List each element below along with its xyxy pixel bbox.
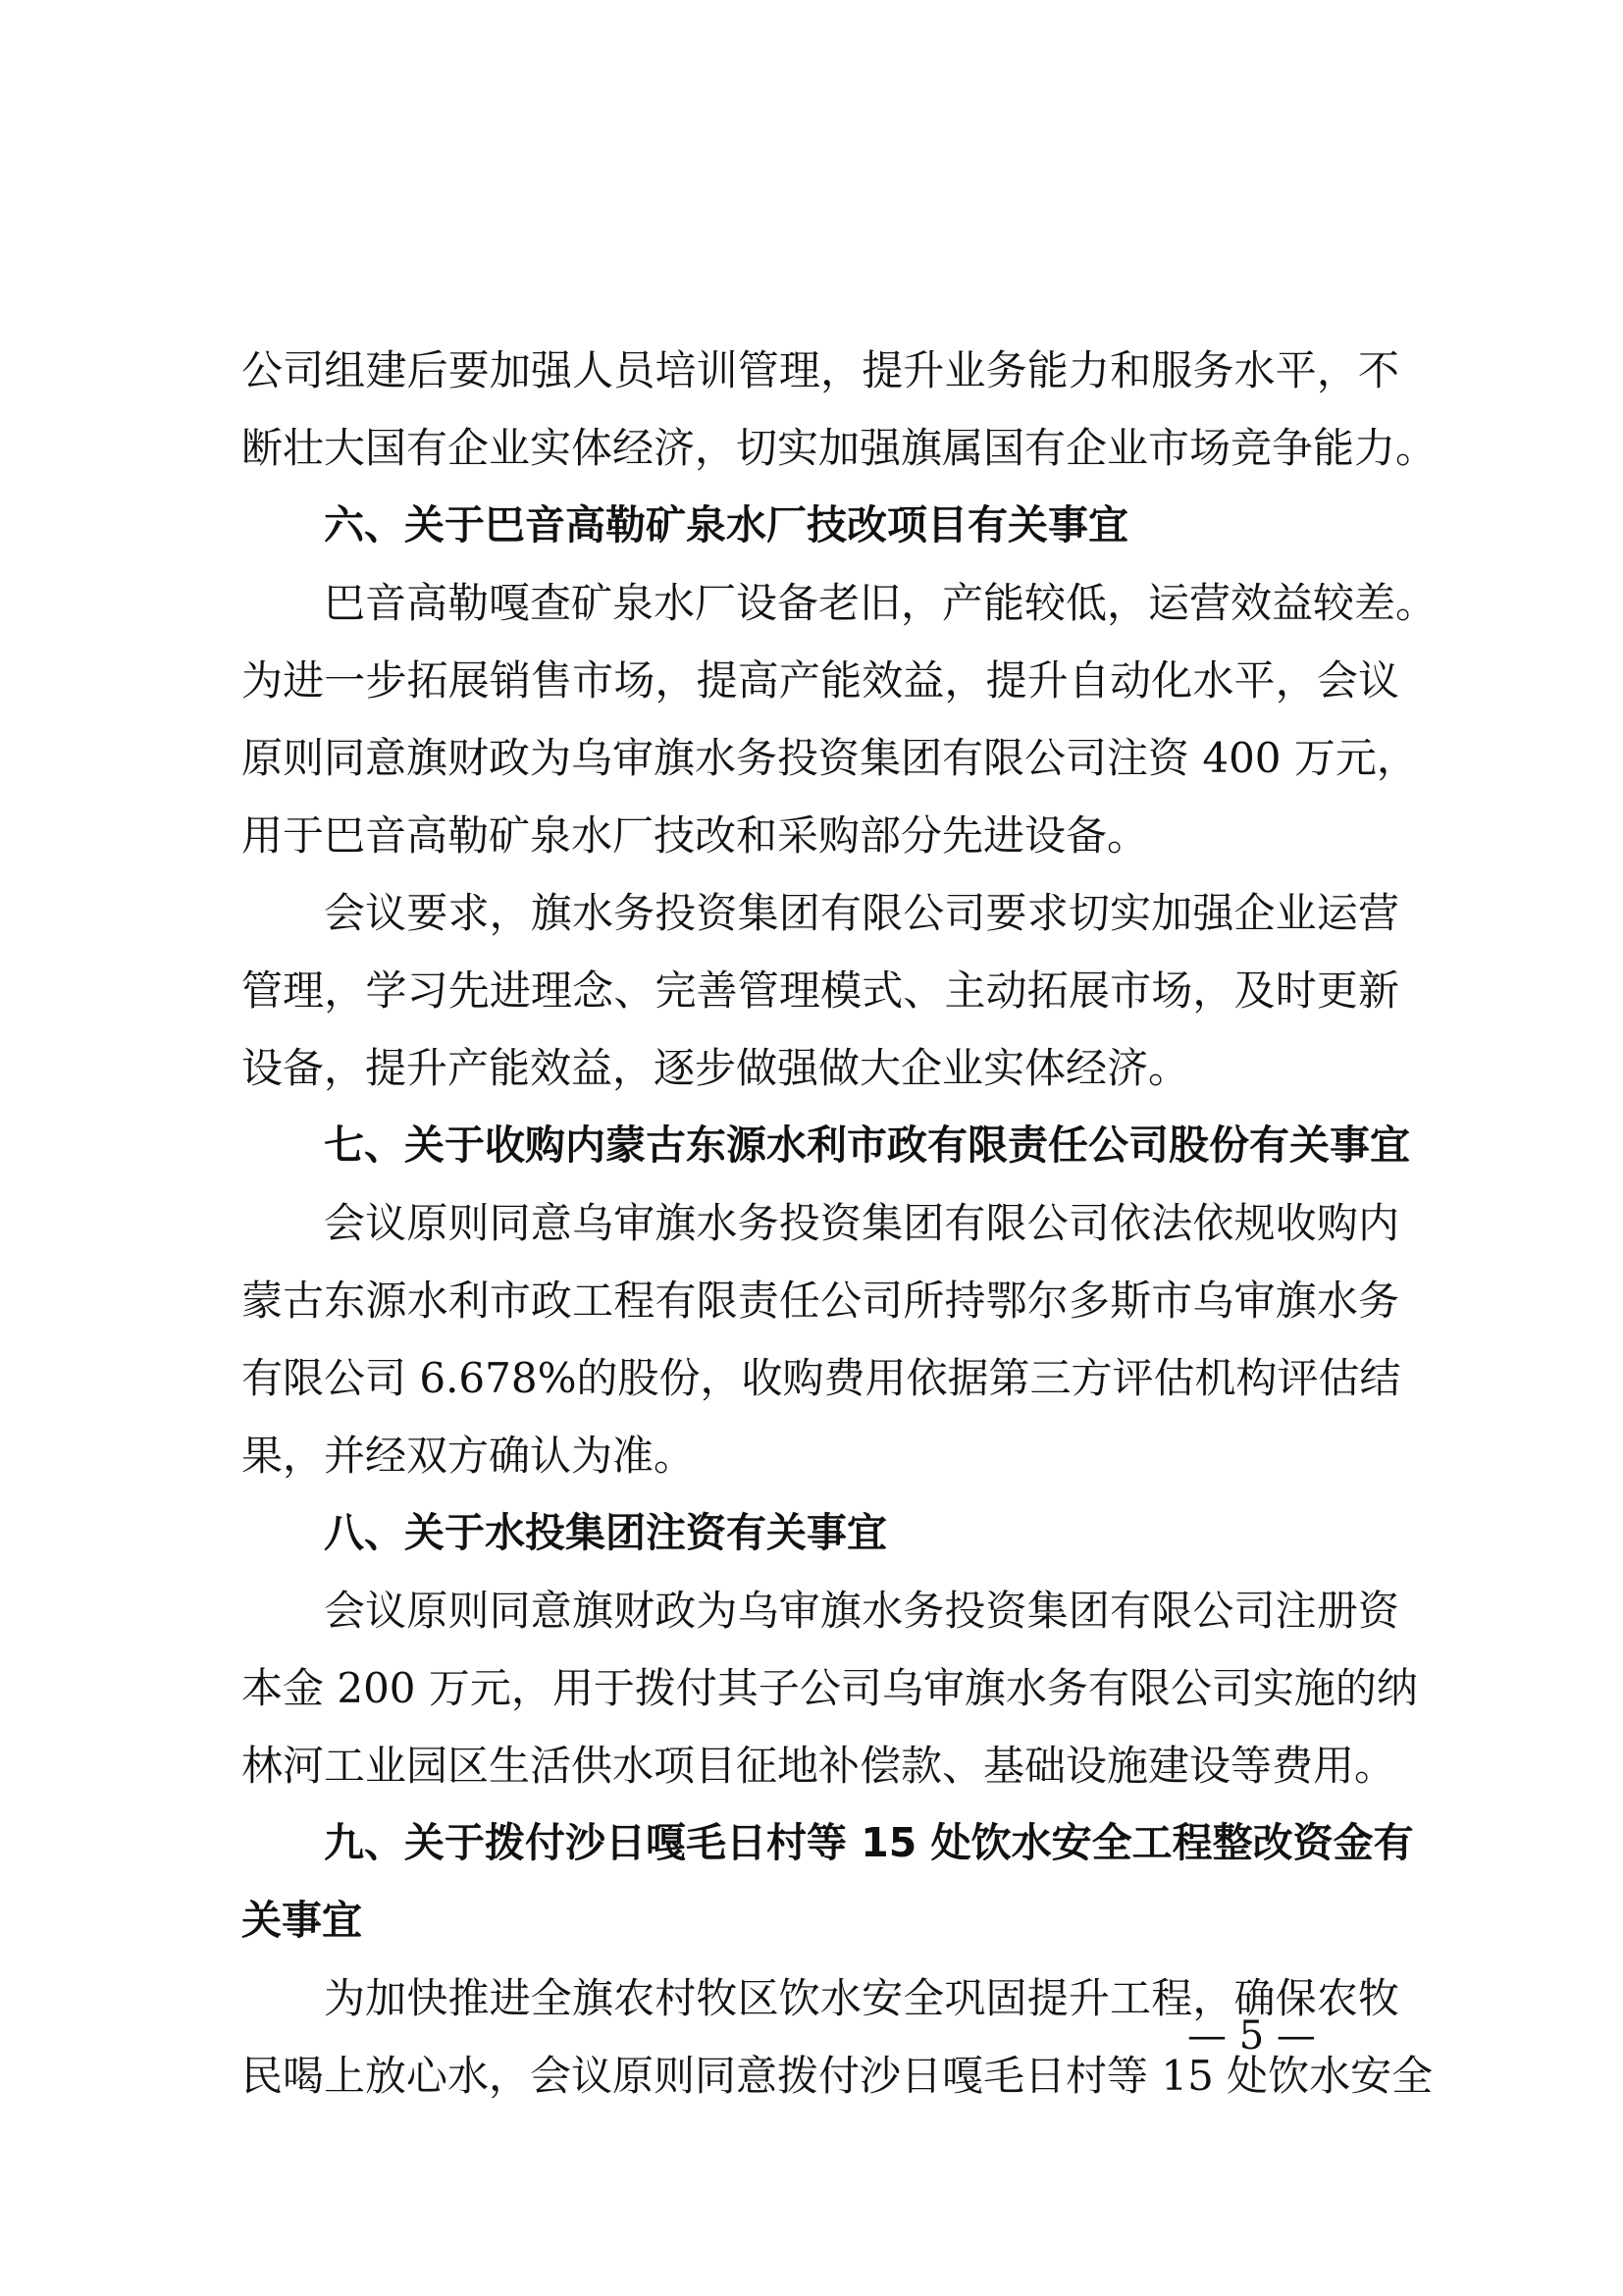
body-line: 林河工业园区生活供水项目征地补偿款、基础设施建设等费用。 bbox=[241, 1742, 1396, 1790]
body-line: 断壮大国有企业实体经济，切实加强旗属国有企业市场竞争能力。 bbox=[241, 424, 1438, 472]
body-line: 巴音高勒嘎查矿泉水厂设备老旧，产能较低，运营效益较差。 bbox=[324, 579, 1438, 627]
page-number: — 5 — bbox=[1187, 2013, 1316, 2059]
body-line: 蒙古东源水利市政工程有限责任公司所持鄂尔多斯市乌审旗水务 bbox=[241, 1277, 1399, 1325]
body-line: 果，并经双方确认为准。 bbox=[241, 1432, 696, 1480]
body-line: 有限公司 6.678%的股份，收购费用依据第三方评估机构评估结 bbox=[241, 1354, 1401, 1402]
body-line: 为加快推进全旗农村牧区饮水安全巩固提升工程，确保农牧 bbox=[324, 1974, 1399, 2022]
section-heading-6: 六、关于巴音高勒矿泉水厂技改项目有关事宜 bbox=[324, 501, 1128, 548]
body-line: 为进一步拓展销售市场，提高产能效益，提升自动化水平，会议 bbox=[241, 656, 1399, 704]
body-line: 用于巴音高勒矿泉水厂技改和采购部分先进设备。 bbox=[241, 811, 1149, 860]
body-line: 会议原则同意乌审旗水务投资集团有限公司依法依规收购内 bbox=[324, 1199, 1399, 1247]
body-line: 管理，学习先进理念、完善管理模式、主动拓展市场，及时更新 bbox=[241, 966, 1399, 1015]
section-heading-9: 九、关于拨付沙日嘎毛日村等 15 处饮水安全工程整改资金有 bbox=[324, 1819, 1414, 1866]
body-line: 会议要求，旗水务投资集团有限公司要求切实加强企业运营 bbox=[324, 889, 1399, 937]
section-heading-9-continued: 关事宜 bbox=[241, 1897, 362, 1944]
body-line: 民喝上放心水，会议原则同意拨付沙日嘎毛日村等 15 处饮水安全 bbox=[241, 2052, 1434, 2100]
body-line: 设备，提升产能效益，逐步做强做大企业实体经济。 bbox=[241, 1044, 1190, 1092]
body-line: 本金 200 万元，用于拨付其子公司乌审旗水务有限公司实施的纳 bbox=[241, 1664, 1418, 1712]
document-body bbox=[241, 332, 1438, 2114]
section-heading-7: 七、关于收购内蒙古东源水利市政有限责任公司股份有关事宜 bbox=[324, 1122, 1410, 1169]
body-line: 会议原则同意旗财政为乌审旗水务投资集团有限公司注册资 bbox=[324, 1587, 1399, 1635]
section-heading-8: 八、关于水投集团注资有关事宜 bbox=[324, 1509, 887, 1556]
body-line: 原则同意旗财政为乌审旗水务投资集团有限公司注资 400 万元， bbox=[241, 734, 1418, 782]
body-line: 公司组建后要加强人员培训管理，提升业务能力和服务水平，不 bbox=[241, 346, 1399, 394]
